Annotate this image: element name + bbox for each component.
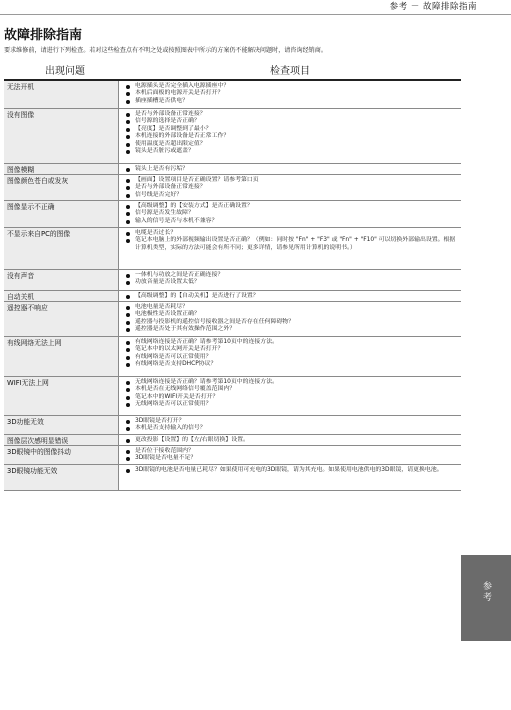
check-item	[126, 98, 458, 105]
problem-cell: 3D眼镜中的图像抖动	[4, 446, 119, 464]
check-item	[126, 148, 458, 155]
check-item-text: 电池极性是否设置正确？	[135, 311, 200, 318]
bullet-icon	[126, 205, 130, 209]
section-side-tab	[461, 555, 511, 641]
bullet-icon	[126, 356, 130, 360]
table-row	[4, 302, 461, 337]
check-item-text: 【高级调整】的【自动关机】是否进行了设置？	[135, 293, 259, 299]
header-breadcrumb: 参考 － 故障排除指南	[389, 2, 477, 12]
bullet-icon	[126, 239, 130, 243]
check-items	[126, 379, 458, 409]
table-row	[4, 446, 461, 465]
check-item	[126, 293, 458, 300]
bullet-icon	[126, 179, 130, 183]
check-item	[126, 184, 458, 191]
problem-cell: 自动关机	[4, 291, 119, 301]
check-item-text: 功放音量是否设置太低？	[135, 279, 200, 286]
check-item-text: 信号线是否完好？	[135, 191, 183, 198]
problem-cell: 不显示来自PC的图像	[4, 228, 119, 269]
bullet-icon	[126, 381, 130, 385]
check-item	[126, 346, 458, 353]
check-items	[126, 230, 458, 252]
table-row	[4, 109, 461, 164]
check-item-text: 信号源是否发生故障？	[135, 210, 194, 217]
check-item-text: 本机是否在无线网络信号覆盖范围内？	[135, 386, 236, 393]
bullet-icon	[126, 120, 130, 124]
check-item-text: 有线网络是否可以正常使用？	[135, 353, 212, 360]
bullet-icon	[126, 321, 130, 325]
check-item-text: 3D眼镜是否电量不足？	[135, 455, 197, 462]
check-items	[126, 83, 458, 105]
table-row	[4, 337, 461, 377]
bullet-icon	[126, 450, 130, 454]
check-item	[126, 210, 458, 217]
check-item	[126, 166, 458, 173]
table-row	[4, 175, 461, 201]
table-row	[4, 465, 461, 491]
check-item	[126, 311, 458, 318]
bullet-icon	[126, 92, 130, 96]
problem-cell: 3D眼镜功能无效	[4, 465, 119, 490]
check-item	[126, 218, 458, 225]
check-item	[126, 237, 458, 252]
check-items	[126, 467, 458, 474]
check-item-text: 插座插槽是否供电？	[135, 97, 189, 104]
bullet-icon	[126, 388, 130, 392]
check-items	[126, 272, 458, 287]
check-items	[126, 177, 458, 199]
check-item-text: 一体机与功放之间是否正确连接？	[135, 272, 224, 278]
bullet-icon	[126, 306, 130, 310]
bullet-icon	[126, 439, 130, 443]
check-items	[126, 448, 458, 463]
bullet-icon	[126, 128, 130, 132]
problem-cell: 没有声音	[4, 270, 119, 290]
bullet-icon	[126, 469, 130, 473]
bullet-icon	[126, 150, 130, 154]
check-items	[126, 111, 458, 155]
check-item	[126, 386, 458, 393]
problem-cell: WIFI无法上网	[4, 377, 119, 415]
table-row	[4, 201, 461, 228]
check-item-text: 信号源的选择是否正确？	[135, 118, 200, 125]
problem-cell: 图像模糊	[4, 164, 119, 174]
bullet-icon	[126, 403, 130, 407]
check-item	[126, 401, 458, 408]
check-item-text: 本机是否支持输入的信号？	[135, 425, 206, 432]
problem-cell: 有线网络无法上网	[4, 337, 119, 376]
check-items	[126, 418, 458, 433]
check-item	[126, 133, 458, 140]
side-tab-label: 参考	[481, 581, 491, 603]
check-item-text: 是否与外部设备正常连接？	[135, 111, 206, 117]
check-item-text: 本机后面板的电源开关是否打开？	[135, 90, 224, 97]
check-item-text: 更改投影【设置】的【左/右眼切换】设置。	[135, 437, 249, 443]
check-item-text: 笔记本电脑上的外部视频输出设置是否正确？（例如：同时按 "Fn" + "F3" 或 "Fn" + "F10" 可以切换外部输出设置。根据计算机类型，实际的方法可能会有所不同；更多详情，请参见所用计算机的说明书。）	[135, 237, 456, 251]
check-item-text: 电池电量是否耗尽？	[135, 304, 189, 310]
bullet-icon	[126, 100, 130, 104]
check-item-text: 电源插头是否完全插入电源插座中？	[135, 83, 230, 89]
page-header	[0, 0, 511, 16]
check-item-text: 遥控器与投影机的遥控信号接收器之间是否存在任何障碍物？	[135, 318, 295, 325]
problem-cell: 3D功能无效	[4, 416, 119, 434]
bullet-icon	[126, 232, 130, 236]
check-item-text: 笔记本中的WIFI开关是否打开？	[135, 393, 219, 400]
problem-cell: 图像颜色苍白或发灰	[4, 175, 119, 200]
bullet-icon	[126, 328, 130, 332]
table-row	[4, 270, 461, 291]
check-items	[126, 339, 458, 369]
header-divider	[0, 14, 511, 15]
check-item-text: 无线网络连接是否正确？请参考第10页中的连接方法。	[135, 379, 278, 385]
bullet-icon	[126, 341, 130, 345]
bullet-icon	[126, 420, 130, 424]
problem-cell: 遥控器不响应	[4, 302, 119, 336]
table-row	[4, 291, 461, 302]
bullet-icon	[126, 212, 130, 216]
check-item-text: 输入的信号是否与本机不兼容？	[135, 217, 218, 224]
check-item-text: 【画面】设置项目是否正确设置？请参考第口页	[135, 177, 259, 183]
bullet-icon	[126, 348, 130, 352]
problem-column-header: 出现问题	[45, 66, 85, 77]
problem-cell: 图像层次感明显错误	[4, 435, 119, 445]
check-item-text: 是否与外部设备正常连接？	[135, 184, 206, 191]
check-items	[126, 203, 458, 225]
bullet-icon	[126, 396, 130, 400]
check-items	[126, 293, 458, 300]
bullet-icon	[126, 85, 130, 89]
table-row	[4, 377, 461, 416]
check-item-text: 【高级调整】的【安装方式】是否正确设置？	[135, 203, 253, 209]
problem-cell: 无法开机	[4, 81, 119, 108]
check-item-text: 遥控器是否处于其有效操作范围之外？	[135, 326, 236, 333]
page-title: 故障排除指南	[4, 28, 83, 43]
check-item-text: 本机连接的外部设备是否正常工作？	[135, 133, 230, 140]
check-item	[126, 118, 458, 125]
check-item	[126, 192, 458, 199]
bullet-icon	[126, 113, 130, 117]
check-item-text: 镜头是否脏污或遮盖？	[135, 148, 194, 155]
check-item	[126, 437, 458, 444]
check-item-text: 有线网络连接是否正确？请参考第10页中的连接方法。	[135, 339, 278, 345]
bullet-icon	[126, 313, 130, 317]
table-row	[4, 435, 461, 446]
bullet-icon	[126, 363, 130, 367]
bullet-icon	[126, 427, 130, 431]
bullet-icon	[126, 143, 130, 147]
check-items	[126, 166, 458, 173]
bullet-icon	[126, 194, 130, 198]
table-row	[4, 228, 461, 270]
check-items	[126, 304, 458, 334]
check-item	[126, 141, 458, 148]
table-row	[4, 164, 461, 175]
bullet-icon	[126, 295, 130, 299]
check-items	[126, 437, 458, 444]
check-item	[126, 455, 458, 462]
check-item-text: 镜头上是否有污垢？	[135, 166, 189, 172]
intro-text: 要求维修前，请进行下列检查。若对这些检查点有不明之处或按照图表中所示的方案仍不能解决问题时，请咨询经销商。	[4, 47, 327, 54]
bullet-icon	[126, 281, 130, 285]
check-item	[126, 361, 458, 368]
bullet-icon	[126, 220, 130, 224]
table-row	[4, 416, 461, 435]
bullet-icon	[126, 168, 130, 172]
check-item-text: 电缆是否过长？	[135, 230, 177, 236]
bullet-icon	[126, 186, 130, 190]
problem-cell: 图像显示不正确	[4, 201, 119, 227]
check-item	[126, 425, 458, 432]
bullet-icon	[126, 274, 130, 278]
check-item	[126, 326, 458, 333]
check-column-header: 检查项目	[270, 66, 310, 77]
check-item	[126, 90, 458, 97]
problem-cell: 没有图像	[4, 109, 119, 163]
bullet-icon	[126, 135, 130, 139]
check-item-text: 是否位于接收范围内？	[135, 448, 194, 454]
table-row	[4, 81, 461, 109]
check-item-text: 笔记本中的以太网开关是否打开？	[135, 346, 224, 353]
check-item-text: 无线网络是否可以正常使用？	[135, 401, 212, 408]
check-item	[126, 279, 458, 286]
check-item-text: 3D眼镜是否打开？	[135, 418, 185, 424]
check-item-text: 【亮度】是否调整到了最小？	[135, 125, 212, 132]
check-item	[126, 467, 458, 474]
check-item-text: 3D眼镜的电池是否电量已耗尽？如果使用可充电的3D眼镜，请为其充电。如果使用电池供电的3D眼镜，请更换电池。	[135, 467, 443, 473]
check-item-text: 有线网络是否支持DHCP协议？	[135, 361, 217, 368]
bullet-icon	[126, 457, 130, 461]
check-item-text: 使用温度是否超出限定值？	[135, 140, 206, 147]
